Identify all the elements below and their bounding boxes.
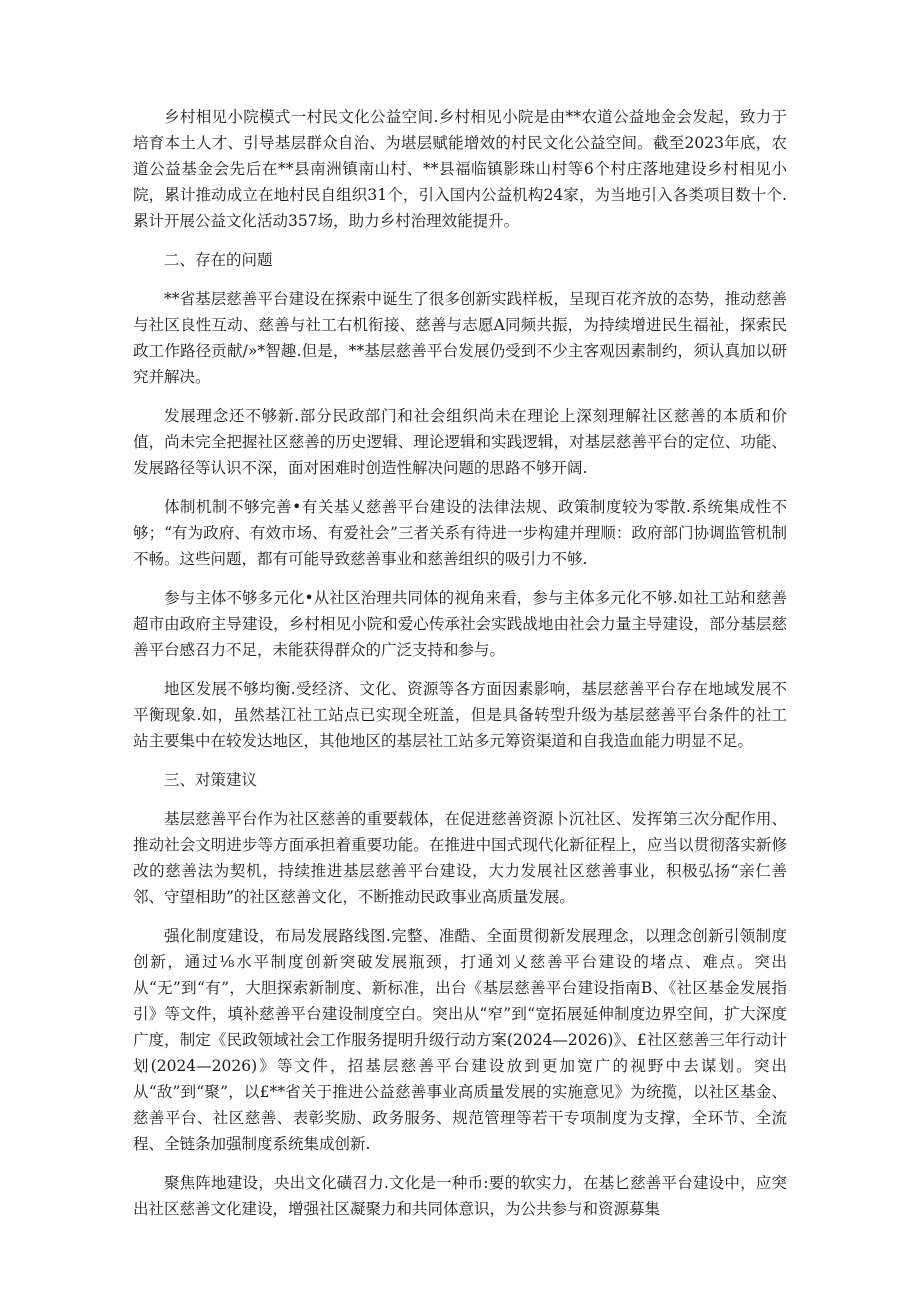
paragraph-concept: 发展理念还不够新.部分民政部门和社会组织尚未在理论上深刻理解社区慈善的本质和价值，尚未完全把握社区慈善的历史逻辑、理论逻辑和实践逻辑，对基层慈善平台的定位、功能、发展路径等认识不深，面对困难时创造性解决问题的思路不够开阔.	[133, 407, 787, 477]
paragraph-village-courtyard: 乡村相见小院模式一村民文化公益空间.乡村相见小院是由**农道公益地金会发起，致力于培育本土人才、引导基层群众自治、为堪层赋能增效的村民文化公益空间。截至2023年底，农道公益基金会先后在**县南洲镇南山村、**县福临镇影珠山村等6个村庄落地建设乡村相见小院，累计推动成立在地村民自组织31个，引入国内公益机构24家，为当地引入各类项目数十个.累计开展公益文化活动357场，助力乡村治理效能提升。	[133, 108, 787, 230]
paragraph-mechanism: 体制机制不够完善•有关基乂慈善平台建设的法律法规、政策制度较为零散.系统集成性不够；“有为政府、有效市场、有爱社会”三者关系有待进一步构建并理顺：政府部门协调监管机制不畅。这些问题，都有可能导致慈善事业和慈善组织的吸引力不够.	[133, 498, 787, 568]
paragraph-problems-intro: **省基层慈善平台建设在探索中诞生了很多创新实践样板，呈现百花齐放的态势，推动慈善与社区良性互动、慈善与社工右机衔接、慈善与志愿A同频共振，为持续增进民生福祉，探索民政工作路径贡献/»*智趣.但是，**基层慈善平台发展仍受到不少主客观因素制约，须认真加以研究并解决。	[133, 290, 787, 386]
paragraph-institution: 强化制度建设，布局发展路线图.完整、准酷、全面贯彻新发展理念，以理念创新引领制度创新，通过⅛水平制度创新突破发展瓶颈，打通刘乂慈善平台建设的堵点、难点。突出从“无”到“有”，大胆探索新制度、新标准，出台《基层慈善平台建设指南B、《社区基金发展指引》等文件，填补慈善平台建设制度空白。突出从“窄”到“宽拓展延伸制度边界空间，扩大深度广度，制定《民政领域社会工作服务提明升级行动方案(2024—2026)》、£社区慈善三年行动计划(2024—2026)》等文件，招基层慈善平台建设放到更加宽广的视野中去谋划。突出从“敌”到“聚”，以£**省关于推进公益慈善事业高质量发展的实施意见》为统揽，以社区基金、慈善平台、社区慈善、表彰奖励、政务服务、规范管理等若干专项制度为支撑，全环节、全流程、全链条加强制度系统集成创新.	[133, 927, 787, 1153]
section-heading-problems: 二、存在的问题	[164, 251, 273, 269]
section-heading-suggestions: 三、对策建议	[164, 771, 258, 789]
paragraph-regional: 地区发展不够均衡.受经济、文化、资源等各方面因素影响，基层慈善平台存在地域发展不平衡现象.如，虽然基江社工站点已实现全班盖，但是具备转型升级为基层慈善平台条件的社工站主要集中在较发达地区，其他地区的基层社工站多元筹资渠道和自我造血能力明显不足。	[133, 680, 787, 750]
paragraph-position: 聚焦阵地建设，央出文化磺召力.文化是一种币:要的软实力，在基匕慈善平台建设中，应突出社区慈善文化建设，增强社区凝聚力和共同体意识，为公共参与和资源募集	[133, 1174, 787, 1218]
document-page	[133, 104, 787, 1235]
paragraph-suggestions-intro: 基层慈善平台作为社区慈善的重要载体，在促进慈善资源卜沉社区、发挥第三次分配作用、推动社会文明进步等方面承担着重要功能。在推进中国式现代化新征程上，应当以贯彻落实新修改的慈善法为契机，持续推进基层慈善平台建设，大力发展社区慈善事业，积极弘扬“亲仁善邻、守望相助”的社区慈善文化，不断推动民政事业高质量发展。	[133, 810, 787, 906]
paragraph-participants: 参与主体不够多元化•从社区治理共同体的视角来看，参与主体多元化不够.如社工站和慈善超市由政府主导建设，乡村相见小院和爱心传承社会实践战地由社会力量主导建设，部分基层慈善平台感召力不足，未能获得群众的广泛支持和参与。	[133, 589, 787, 659]
